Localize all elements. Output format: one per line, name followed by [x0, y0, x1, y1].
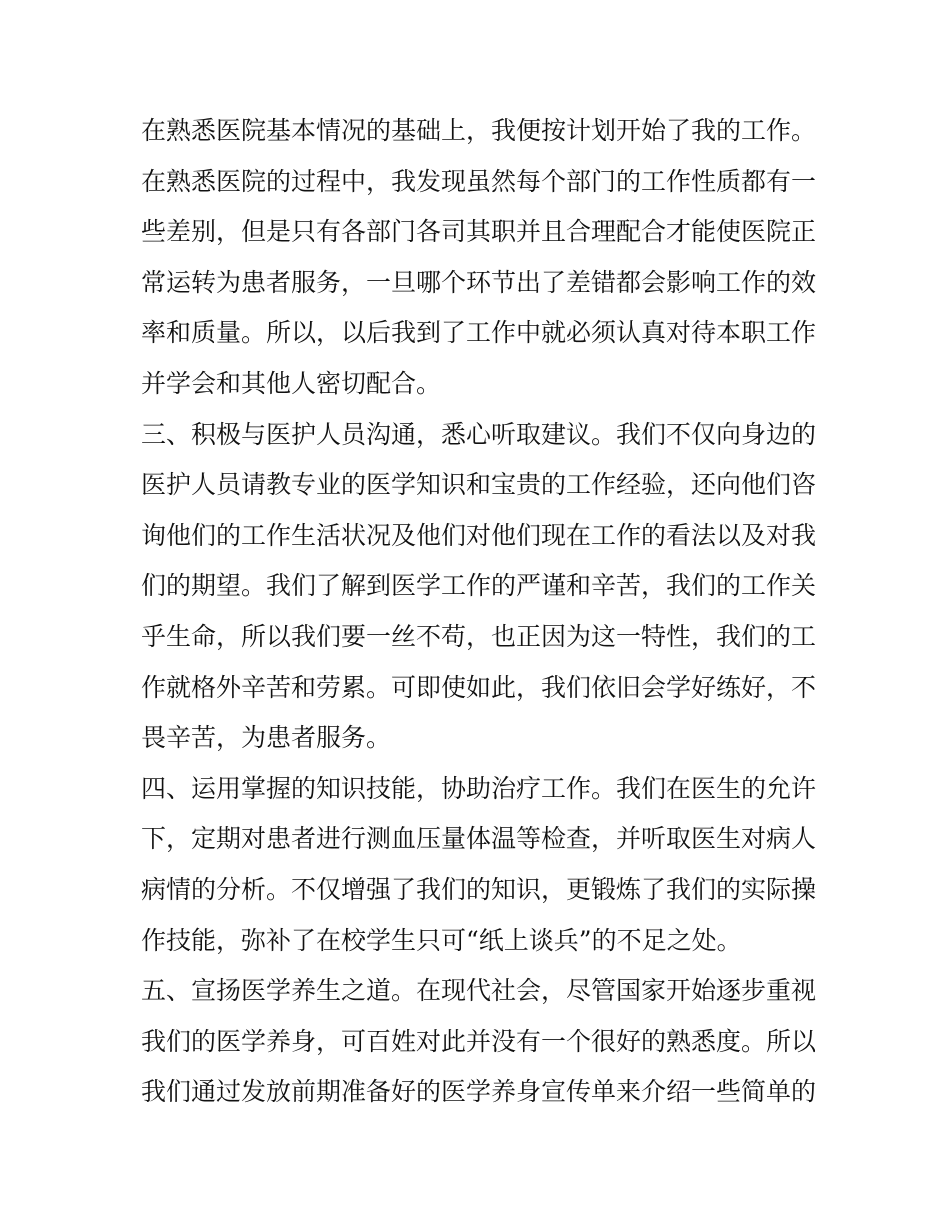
text-line: 下，定期对患者进行测血压量体温等检查，并听取医生对病人: [141, 824, 817, 854]
text-line: 常运转为患者服务，一旦哪个环节出了差错都会影响工作的效: [141, 267, 817, 297]
text-line: 我们通过发放前期准备好的医学养身宣传单来介绍一些简单的: [141, 1077, 817, 1107]
text-line: 我们的医学养身，可百姓对此并没有一个很好的熟悉度。所以: [141, 1026, 817, 1056]
text-line: 作就格外辛苦和劳累。可即使如此，我们依旧会学好练好，不: [141, 672, 817, 702]
text-line: 作技能，弥补了在校学生只可“纸上谈兵”的不足之处。: [141, 925, 742, 955]
text-line: 们的期望。我们了解到医学工作的严谨和辛苦，我们的工作关: [141, 571, 817, 601]
text-line: 率和质量。所以，以后我到了工作中就必须认真对待本职工作: [141, 318, 817, 348]
text-line: 些差别，但是只有各部门各司其职并且合理配合才能使医院正: [141, 217, 817, 247]
document-body: [141, 106, 821, 1118]
text-line: 并学会和其他人密切配合。: [141, 368, 442, 398]
text-line: 在熟悉医院基本情况的基础上，我便按计划开始了我的工作。: [141, 116, 817, 145]
text-line: 在熟悉医院的过程中，我发现虽然每个部门的工作性质都有一: [141, 166, 817, 196]
text-line: 乎生命，所以我们要一丝不苟，也正因为这一特性，我们的工: [141, 621, 817, 651]
text-line: 四、运用掌握的知识技能，协助治疗工作。我们在医生的允许: [141, 773, 817, 803]
text-line: 五、宣扬医学养生之道。在现代社会，尽管国家开始逐步重视: [141, 976, 817, 1006]
text-line: 病情的分析。不仅增强了我们的知识，更锻炼了我们的实际操: [141, 874, 817, 904]
text-line: 畏辛苦，为患者服务。: [141, 723, 392, 753]
text-line: 三、积极与医护人员沟通，悉心听取建议。我们不仅向身边的: [141, 419, 817, 449]
text-line: 询他们的工作生活状况及他们对他们现在工作的看法以及对我: [141, 520, 817, 550]
text-line: 医护人员请教专业的医学知识和宝贵的工作经验，还向他们咨: [141, 470, 817, 500]
